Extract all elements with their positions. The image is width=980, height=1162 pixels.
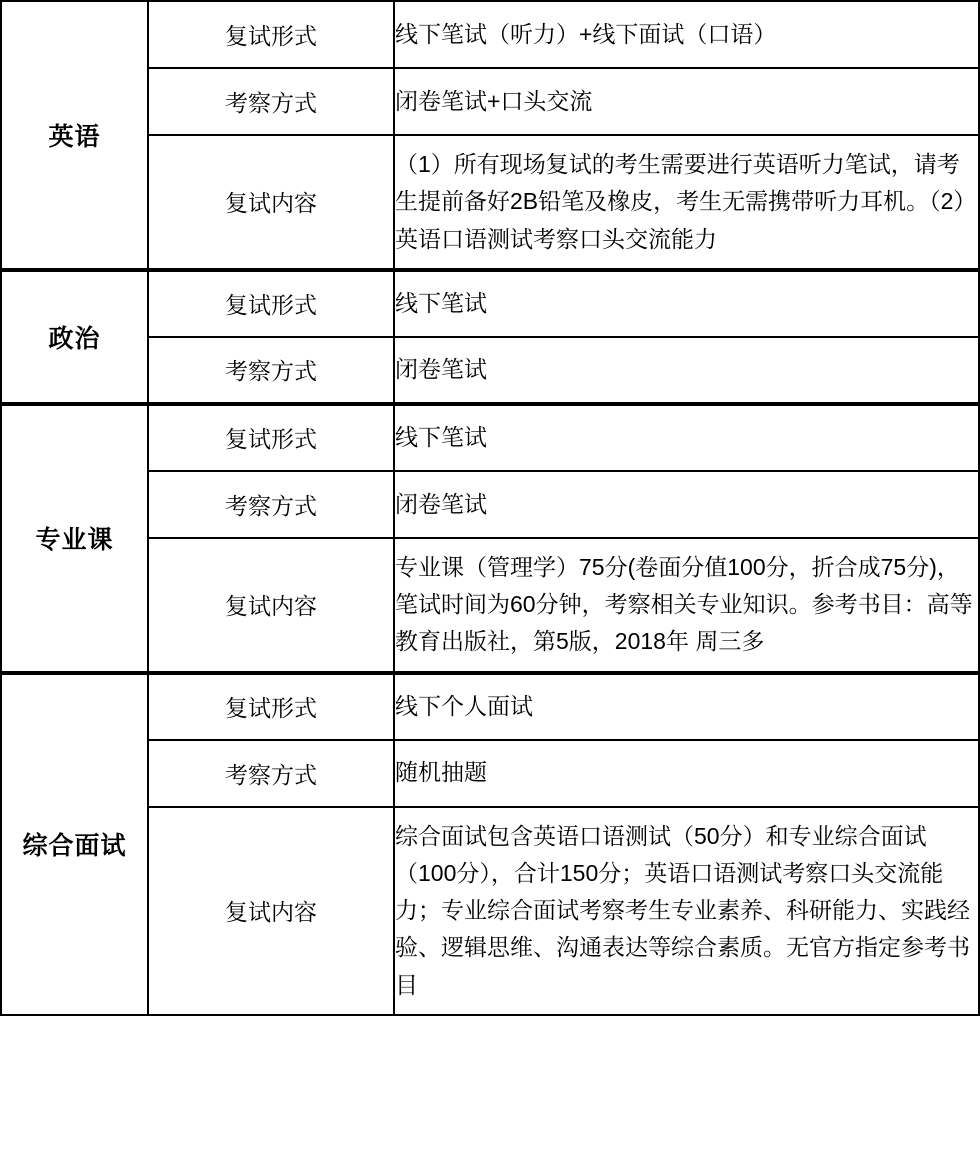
- table-row: [1, 740, 979, 807]
- subject-cell-english: 英语: [1, 1, 148, 270]
- field-cell: 考察方式: [148, 337, 394, 404]
- table-body: [1, 1, 979, 1015]
- field-cell: 考察方式: [148, 471, 394, 538]
- value-cell: 线下笔试（听力）+线下面试（口语）: [394, 1, 979, 68]
- field-cell: 复试形式: [148, 1, 394, 68]
- table-row: [1, 270, 979, 337]
- value-cell: 随机抽题: [394, 740, 979, 807]
- value-cell: 闭卷笔试: [394, 337, 979, 404]
- table-row: [1, 135, 979, 270]
- field-cell: 复试内容: [148, 807, 394, 1015]
- table-row: [1, 538, 979, 673]
- field-cell: 复试内容: [148, 538, 394, 673]
- subject-cell-comprehensive-interview: 综合面试: [1, 673, 148, 1015]
- field-cell: 复试形式: [148, 404, 394, 471]
- value-cell: （1）所有现场复试的考生需要进行英语听力笔试，请考生提前备好2B铅笔及橡皮，考生无需携带听力耳机。（2）英语口语测试考察口头交流能力: [394, 135, 979, 270]
- value-cell: 闭卷笔试+口头交流: [394, 68, 979, 135]
- subject-cell-major-course: 专业课: [1, 404, 148, 673]
- subject-cell-politics: 政治: [1, 270, 148, 404]
- value-cell: 闭卷笔试: [394, 471, 979, 538]
- field-cell: 复试形式: [148, 673, 394, 740]
- field-cell: 复试内容: [148, 135, 394, 270]
- value-cell: 综合面试包含英语口语测试（50分）和专业综合面试（100分），合计150分；英语口语测试考察口头交流能力；专业综合面试考察考生专业素养、科研能力、实践经验、逻辑思维、沟通表达等综合素质。无官方指定参考书目: [394, 807, 979, 1015]
- field-cell: 考察方式: [148, 68, 394, 135]
- table-row: [1, 337, 979, 404]
- table-row: [1, 1, 979, 68]
- value-cell: 线下笔试: [394, 404, 979, 471]
- value-cell: 线下个人面试: [394, 673, 979, 740]
- field-cell: 考察方式: [148, 740, 394, 807]
- value-cell: 专业课（管理学）75分(卷面分值100分，折合成75分)，笔试时间为60分钟，考察相关专业知识。参考书目：高等教育出版社，第5版，2018年 周三多: [394, 538, 979, 673]
- field-cell: 复试形式: [148, 270, 394, 337]
- table-row: [1, 471, 979, 538]
- table-row: [1, 673, 979, 740]
- table-row: [1, 807, 979, 1015]
- table-row: [1, 68, 979, 135]
- table-row: [1, 404, 979, 471]
- value-cell: 线下笔试: [394, 270, 979, 337]
